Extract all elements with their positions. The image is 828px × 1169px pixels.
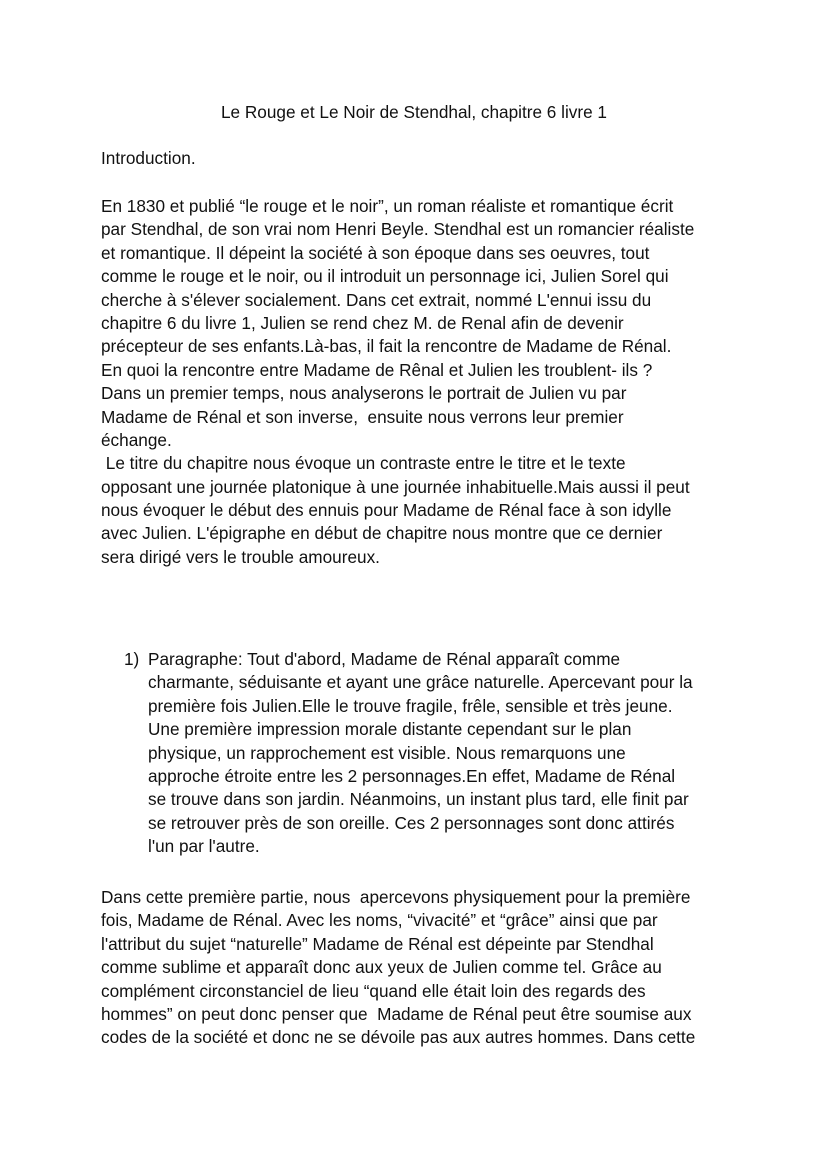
list-item-body bbox=[148, 648, 693, 859]
text-line: Paragraphe: Tout d'abord, Madame de Rénal apparaît comme bbox=[148, 649, 621, 669]
text-line: approche étroite entre les 2 personnages.En effet, Madame de Rénal bbox=[148, 765, 676, 786]
text-line: Le titre du chapitre nous évoque un contraste entre le titre et le texte bbox=[101, 453, 626, 474]
text-line: complément circonstanciel de lieu “quand elle était loin des regards des bbox=[101, 980, 646, 1001]
text-line: nous évoquer le début des ennuis pour Madame de Rénal face à son idylle bbox=[101, 500, 672, 521]
text-line: Dans un premier temps, nous analyserons le portrait de Julien vu par bbox=[101, 383, 627, 404]
text-line: En 1830 et publié “le rouge et le noir”, un roman réaliste et romantique écrit bbox=[101, 196, 674, 216]
text-line: sera dirigé vers le trouble amoureux. bbox=[101, 546, 380, 567]
text-line: physique, un rapprochement est visible. Nous remarquons une bbox=[148, 742, 626, 763]
list-number: 1) bbox=[124, 649, 140, 669]
text-line: hommes” on peut donc penser que Madame de Rénal peut être soumise aux bbox=[101, 1003, 692, 1024]
text-line: Madame de Rénal et son inverse, ensuite nous verrons leur premier bbox=[101, 406, 624, 427]
text-line: échange. bbox=[101, 429, 172, 450]
text-line: chapitre 6 du livre 1, Julien se rend chez M. de Renal afin de devenir bbox=[101, 312, 624, 333]
text-line: codes de la société et donc ne se dévoile pas aux autres hommes. Dans cette bbox=[101, 1027, 696, 1048]
text-line: opposant une journée platonique à une journée inhabituelle.Mais aussi il peut bbox=[101, 476, 690, 497]
text-line: charmante, séduisante et ayant une grâce naturelle. Apercevant pour la bbox=[148, 672, 693, 693]
numbered-list-item bbox=[124, 648, 693, 859]
text-line: Dans cette première partie, nous apercevons physiquement pour la première bbox=[101, 887, 691, 907]
text-line: cherche à s'élever socialement. Dans cet extrait, nommé L'ennui issu du bbox=[101, 289, 652, 310]
text-line: Une première impression morale distante cependant sur le plan bbox=[148, 719, 632, 740]
text-line: se trouve dans son jardin. Néanmoins, un instant plus tard, elle finit par bbox=[148, 789, 689, 810]
text-line: avec Julien. L'épigraphe en début de chapitre nous montre que ce dernier bbox=[101, 523, 663, 544]
text-line: comme le rouge et le noir, ou il introduit un personnage ici, Julien Sorel qui bbox=[101, 266, 669, 287]
text-line: se retrouver près de son oreille. Ces 2 personnages sont donc attirés bbox=[148, 812, 675, 833]
text-line: l'un par l'autre. bbox=[148, 836, 260, 857]
text-line: première fois Julien.Elle le trouve fragile, frêle, sensible et très jeune. bbox=[148, 695, 673, 716]
text-line: comme sublime et apparaît donc aux yeux de Julien comme tel. Grâce au bbox=[101, 957, 662, 978]
text-line: par Stendhal, de son vrai nom Henri Beyle. Stendhal est un romancier réaliste bbox=[101, 219, 695, 240]
text-line: et romantique. Il dépeint la société à son époque dans ses oeuvres, tout bbox=[101, 242, 650, 263]
text-line: l'attribut du sujet “naturelle” Madame de Rénal est dépeinte par Stendhal bbox=[101, 933, 654, 954]
document-title: Le Rouge et Le Noir de Stendhal, chapitre 6 livre 1 bbox=[220, 102, 607, 122]
text-line: précepteur de ses enfants.Là-bas, il fait la rencontre de Madame de Rénal. bbox=[101, 336, 672, 357]
intro-paragraph bbox=[101, 195, 694, 569]
text-line: fois, Madame de Rénal. Avec les noms, “vivacité” et “grâce” ainsi que par bbox=[101, 910, 658, 931]
part1-paragraph bbox=[101, 886, 695, 1050]
text-line: En quoi la rencontre entre Madame de Rênal et Julien les troublent- ils ? bbox=[101, 359, 653, 380]
intro-heading: Introduction. bbox=[101, 148, 196, 168]
